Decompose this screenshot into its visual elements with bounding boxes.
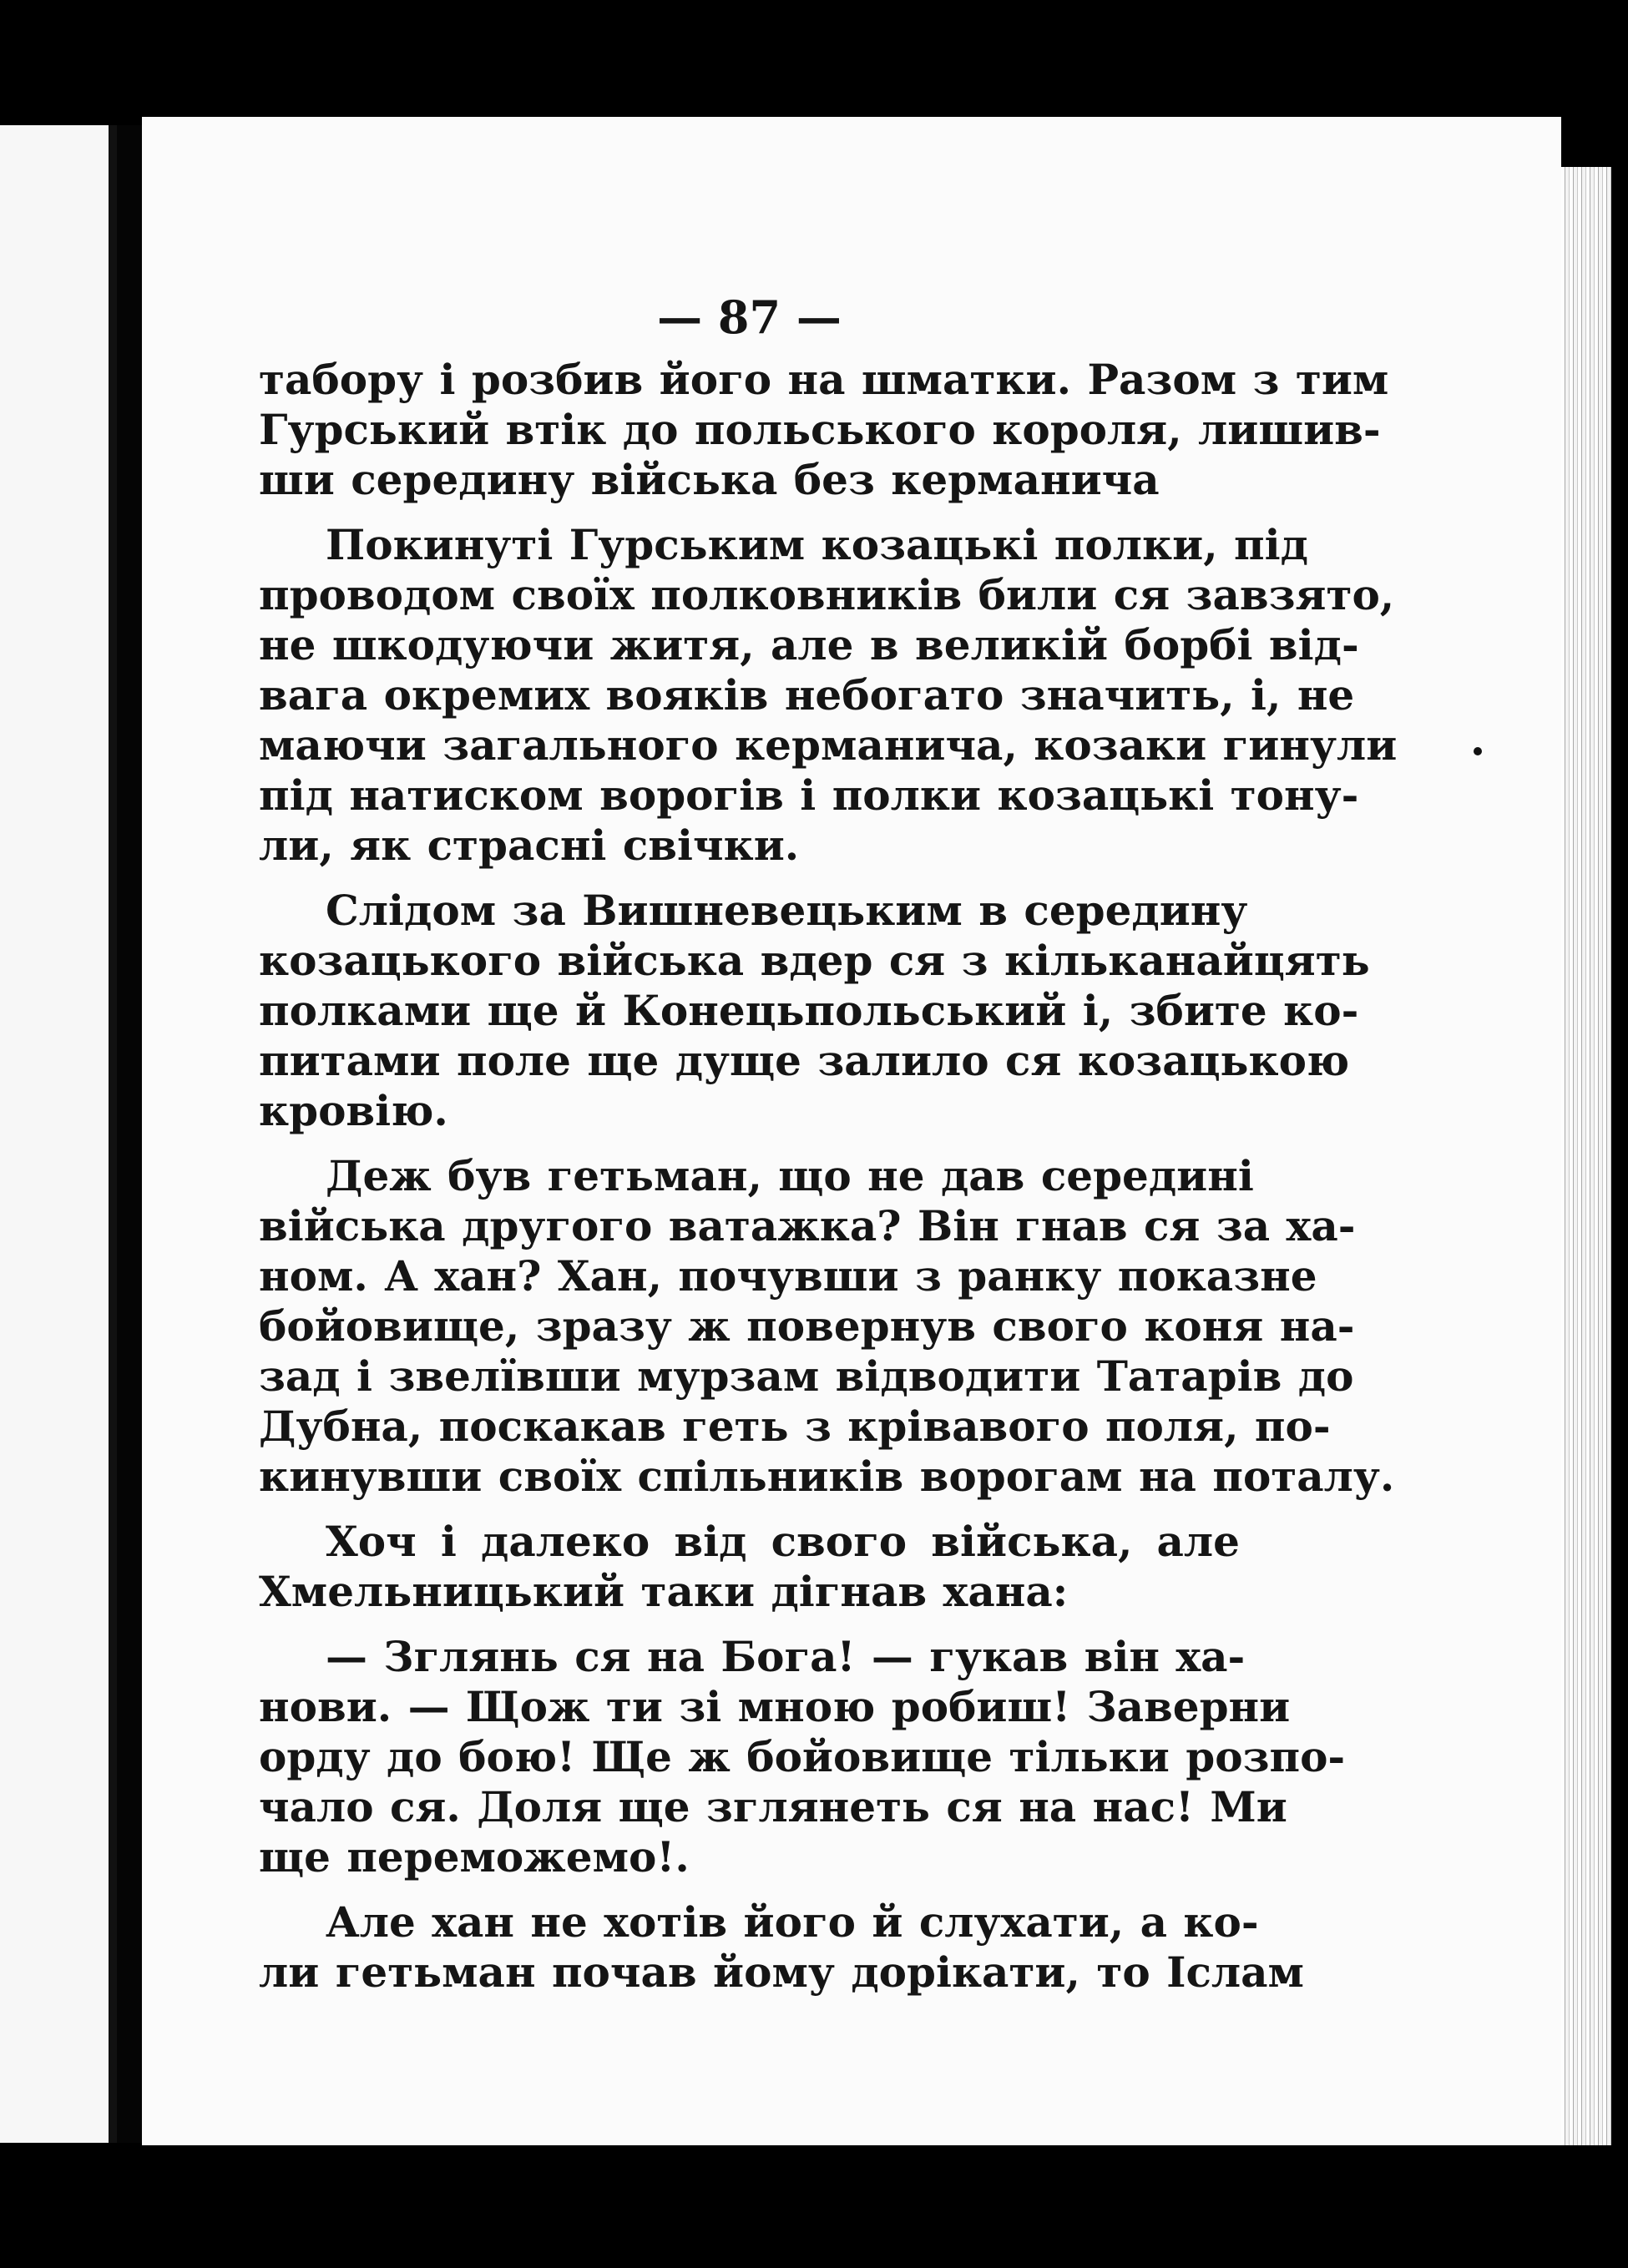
paragraph (259, 1632, 1346, 1882)
text-line: Покинуті Гурським козацькі полки, під (326, 520, 1308, 569)
text-line: Дубна, поскакав геть з крівавого поля, по- (259, 1402, 1331, 1451)
paragraph (259, 520, 1398, 871)
text-line: питами поле ще дуще залило ся козацькою (259, 1036, 1350, 1085)
body-text (259, 355, 1398, 1998)
page-stack-edge (1561, 167, 1611, 2145)
text-line: не шкодуючи житя, але в великій борбі від- (259, 620, 1359, 669)
text-line: — Зглянь ся на Бога! — гукав він ха- (326, 1632, 1246, 1681)
page-number: — 87 — (657, 290, 842, 344)
text-line: Деж був гетьман, що не дав середині (326, 1151, 1254, 1200)
text-line: ще переможемо!. (259, 1832, 690, 1882)
text-line: маючи загального керманича, козаки гинули (259, 720, 1398, 770)
text-line: зад і звелївши мурзам відводити Татарів до (259, 1351, 1354, 1401)
page-content (259, 288, 1398, 2013)
text-line: нови. — Щож ти зі мною робиш! Заверни (259, 1682, 1291, 1731)
text-line: табору і розбив його на шматки. Разом з тим (259, 355, 1389, 404)
text-line: ли гетьман почав йому дорікати, то Іслам (259, 1947, 1304, 1997)
paragraph (259, 1897, 1304, 1998)
text-line: ши середину війська без керманича (259, 455, 1160, 504)
text-line: Хоч і далеко від свого війська, але (326, 1517, 1240, 1566)
text-line: проводом своїх полковників били ся завзято, (259, 570, 1395, 619)
text-line: під натиском ворогів і полки козацькі тону- (259, 770, 1359, 820)
text-line: Але хан не хотів його й слухати, а ко- (326, 1897, 1259, 1947)
text-line: кинувши своїх спільників ворогам на поталу. (259, 1452, 1395, 1501)
paragraph (259, 886, 1370, 1136)
text-line: Гурський втік до польського короля, лишив- (259, 405, 1381, 454)
text-line: війська другого ватажка? Він гнав ся за ха- (259, 1201, 1356, 1250)
text-line: чало ся. Доля ще зглянеть ся на нас! Ми (259, 1782, 1287, 1831)
previous-page-edge (0, 125, 117, 2143)
text-line: орду до бою! Ще ж бойовище тільки розпо- (259, 1732, 1346, 1781)
ink-speck (1474, 747, 1482, 755)
paragraph (259, 1151, 1395, 1502)
text-line: бойовище, зразу ж повернув свого коня на- (259, 1301, 1355, 1351)
paragraph (259, 1517, 1240, 1617)
text-line: Слідом за Вишневецьким в середину (326, 886, 1248, 935)
text-line: козацького війська вдер ся з кільканайцять (259, 936, 1370, 985)
book-gutter (117, 125, 142, 2143)
paragraph (259, 355, 1389, 505)
text-line: ном. А хан? Хан, почувши з ранку показне (259, 1251, 1317, 1301)
text-line: полками ще й Конецьпольський і, збите ко- (259, 986, 1359, 1035)
text-line: ли, як страсні свічки. (259, 821, 800, 870)
text-line: кровію. (259, 1086, 448, 1135)
text-line: вага окремих вояків небогато значить, і, не (259, 670, 1355, 720)
text-line: Хмельницький таки дігнав хана: (259, 1567, 1069, 1616)
